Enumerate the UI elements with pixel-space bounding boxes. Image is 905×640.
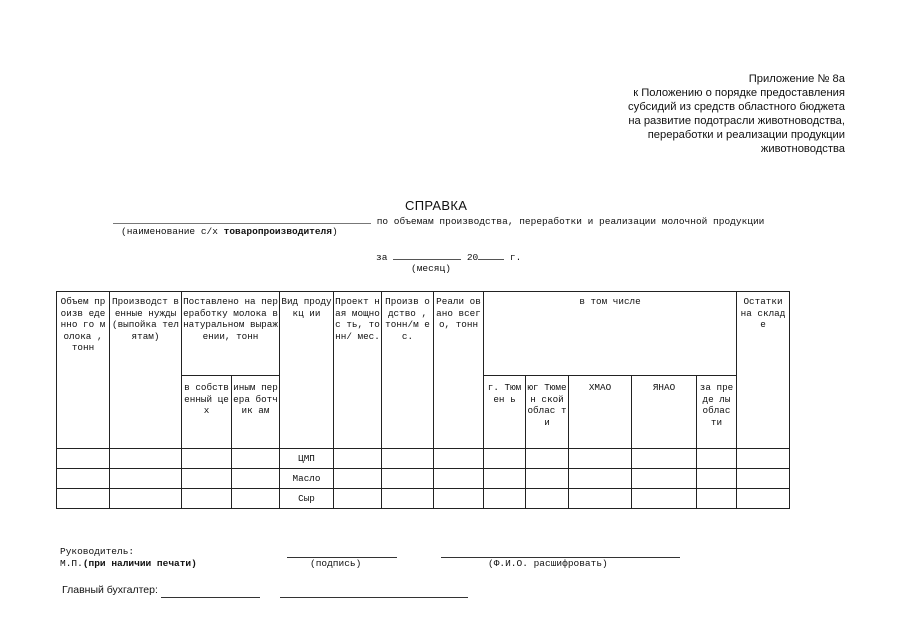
table-cell[interactable] xyxy=(110,489,182,509)
table-cell[interactable] xyxy=(232,449,280,469)
table-cell[interactable] xyxy=(697,449,737,469)
appendix-line: субсидий из средств областного бюджета xyxy=(628,101,845,113)
appendix-line: на развитие подотрасли животноводства, xyxy=(628,115,845,127)
table-cell[interactable] xyxy=(569,449,632,469)
table-row xyxy=(57,469,790,489)
table-cell[interactable] xyxy=(632,469,697,489)
year-suffix: г. xyxy=(509,252,522,263)
table-cell[interactable] xyxy=(484,449,526,469)
table-cell[interactable] xyxy=(737,469,790,489)
signature-block xyxy=(60,546,197,569)
table-cell[interactable] xyxy=(110,449,182,469)
product-label: ЦМП xyxy=(280,449,334,469)
appendix-line: к Положению о порядке предоставления xyxy=(633,87,845,99)
accountant-label: Главный бухгалтер: xyxy=(62,584,158,596)
table-cell[interactable] xyxy=(57,449,110,469)
col-milk-produced: Объем произв еденно го молока , тонн xyxy=(57,292,110,449)
table-cell[interactable] xyxy=(434,449,484,469)
table-cell[interactable] xyxy=(382,449,434,469)
table-cell[interactable] xyxy=(569,469,632,489)
month-hint: (месяц) xyxy=(411,263,451,274)
accountant-signature-line[interactable] xyxy=(161,596,260,598)
table-cell[interactable] xyxy=(334,469,382,489)
month-line xyxy=(393,250,461,260)
subtitle-row xyxy=(113,213,764,227)
producer-hint xyxy=(121,226,338,237)
stamp-line xyxy=(60,558,197,570)
table-cell[interactable] xyxy=(697,469,737,489)
table-cell[interactable] xyxy=(526,489,569,509)
head-label: Руководитель: xyxy=(60,546,135,557)
table-cell[interactable] xyxy=(110,469,182,489)
table-cell[interactable] xyxy=(434,469,484,489)
table-cell[interactable] xyxy=(232,489,280,509)
table-cell[interactable] xyxy=(57,489,110,509)
table-row xyxy=(57,449,790,469)
appendix-block xyxy=(628,72,845,156)
stamp-label: М.П. xyxy=(60,557,83,569)
stamp-note: (при наличии печати) xyxy=(82,557,197,569)
table-cell[interactable] xyxy=(484,489,526,509)
col-production: Произв одство , тонн/м ес. xyxy=(382,292,434,449)
subtitle: по объемам производства, переработки и реализации молочной продукции xyxy=(376,216,765,227)
signature-hint: (подпись) xyxy=(310,558,362,569)
table-cell[interactable] xyxy=(484,469,526,489)
document-title: СПРАВКА xyxy=(405,198,468,213)
table-cell[interactable] xyxy=(232,469,280,489)
table-cell[interactable] xyxy=(737,489,790,509)
appendix-line: Приложение № 8а xyxy=(748,73,845,85)
table-cell[interactable] xyxy=(182,449,232,469)
col-sold-total: Реали овано всего, тонн xyxy=(434,292,484,449)
product-label: Сыр xyxy=(280,489,334,509)
table-cell[interactable] xyxy=(737,449,790,469)
col-tyumen: г. Тюмен ь xyxy=(484,376,526,449)
col-production-needs: Производст венные нужды (выпойка телятам) xyxy=(110,292,182,449)
col-design-capacity: Проект ная мощнос ть, тонн/ мес. xyxy=(334,292,382,449)
col-south-tyumen: юг Тюмен ской облас ти xyxy=(526,376,569,449)
col-stock: Остатки на складе xyxy=(737,292,790,449)
period-row xyxy=(376,250,521,263)
product-label: Масло xyxy=(280,469,334,489)
fio-hint: (Ф.И.О. расшифровать) xyxy=(488,558,608,569)
table-cell[interactable] xyxy=(182,469,232,489)
col-outside-region: за преде лы облас ти xyxy=(697,376,737,449)
table-cell[interactable] xyxy=(334,449,382,469)
col-including: в том числе xyxy=(484,292,737,376)
col-khmao: ХМАО xyxy=(569,376,632,449)
col-own-shop: в собств енный цех xyxy=(182,376,232,449)
producer-hint-post: ) xyxy=(331,226,338,237)
year-prefix: 20 xyxy=(466,252,479,263)
table-row xyxy=(57,489,790,509)
table-cell[interactable] xyxy=(382,489,434,509)
producer-hint-pre: (наименование с/х xyxy=(121,226,224,237)
col-yanao: ЯНАО xyxy=(632,376,697,449)
table-cell[interactable] xyxy=(697,489,737,509)
table-cell[interactable] xyxy=(334,489,382,509)
report-table xyxy=(56,291,790,509)
producer-hint-bold: товаропроизводителя xyxy=(223,226,332,237)
table-cell[interactable] xyxy=(526,469,569,489)
period-za: за xyxy=(376,252,388,263)
producer-name-line xyxy=(113,213,371,224)
col-supplied-processing: Поставлено на переработку молока в натуральном выражении, тонн xyxy=(182,292,280,376)
header-row xyxy=(57,292,790,376)
table-cell[interactable] xyxy=(382,469,434,489)
accountant-fio-line[interactable] xyxy=(280,596,468,598)
table-cell[interactable] xyxy=(569,489,632,509)
col-other-processors: иным перера ботчик ам xyxy=(232,376,280,449)
table-cell[interactable] xyxy=(526,449,569,469)
col-product-type: Вид продукц ии xyxy=(280,292,334,449)
appendix-line: переработки и реализации продукции xyxy=(647,129,845,141)
table-cell[interactable] xyxy=(434,489,484,509)
table-cell[interactable] xyxy=(632,489,697,509)
table-cell[interactable] xyxy=(632,449,697,469)
appendix-line: животноводства xyxy=(760,143,845,155)
year-line xyxy=(478,250,504,260)
table-cell[interactable] xyxy=(182,489,232,509)
table-cell[interactable] xyxy=(57,469,110,489)
